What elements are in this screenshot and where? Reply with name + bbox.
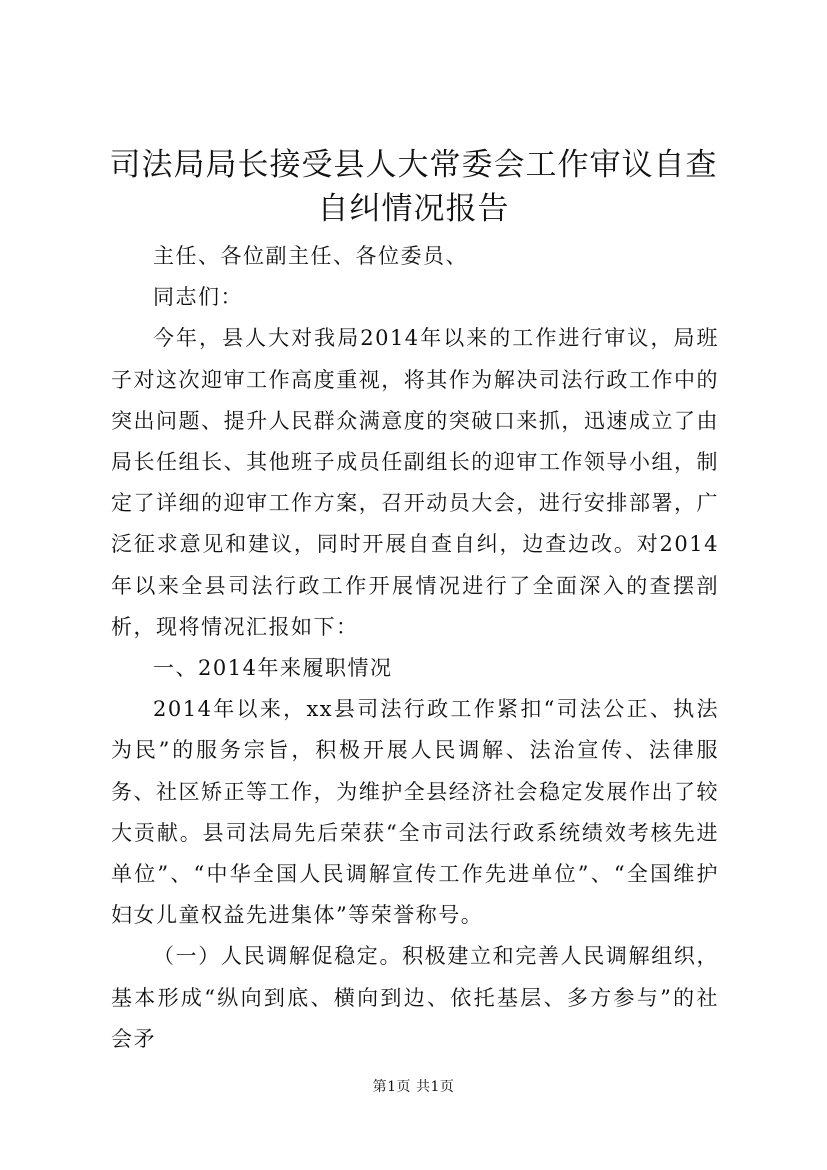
paragraph-mediation: （一）人民调解促稳定。积极建立和完善人民调解组织，基本形成“纵向到底、横向到边、依托基层、多方参与”的社会矛 bbox=[111, 944, 719, 1051]
paragraph-intro: 今年，县人大对我局2014年以来的工作进行审议，局班子对这次迎审工作高度重视，将其作为解决司法行政工作中的突出问题、提升人民群众满意度的突破口来抓，迅速成立了由局长任组长、其他班子成员任副组长的迎审工作领导小组，制定了详细的迎审工作方案，召开动员大会，进行安排部署，广泛征求意见和建议，同时开展自查自纠，边查边改。对2014年以来全县司法行政工作开展情况进行了全面深入的查摆剖析，现将情况汇报如下： bbox=[111, 326, 719, 639]
paragraph-overview: 2014年以来，xx县司法行政工作紧扣“司法公正、执法为民”的服务宗旨，积极开展人民调解、法治宣传、法律服务、社区矫正等工作，为维护全县经济社会稳定发展作出了较大贡献。县司法局先后荣获“全市司法行政系统绩效考核先进单位”、“中华全国人民调解宣传工作先进单位”、“全国维护妇女儿童权益先进集体”等荣誉称号。 bbox=[111, 697, 719, 928]
greeting: 同志们： bbox=[153, 285, 243, 310]
document-title: 司法局局长接受县人大常委会工作审议自查自纠情况报告 bbox=[109, 147, 718, 227]
section-heading: 一、2014年来履职情况 bbox=[153, 656, 393, 681]
document-body bbox=[111, 236, 719, 1060]
salutation: 主任、各位副主任、各位委员、 bbox=[153, 244, 468, 268]
page-footer: 第1页 共1页 bbox=[372, 1079, 455, 1095]
